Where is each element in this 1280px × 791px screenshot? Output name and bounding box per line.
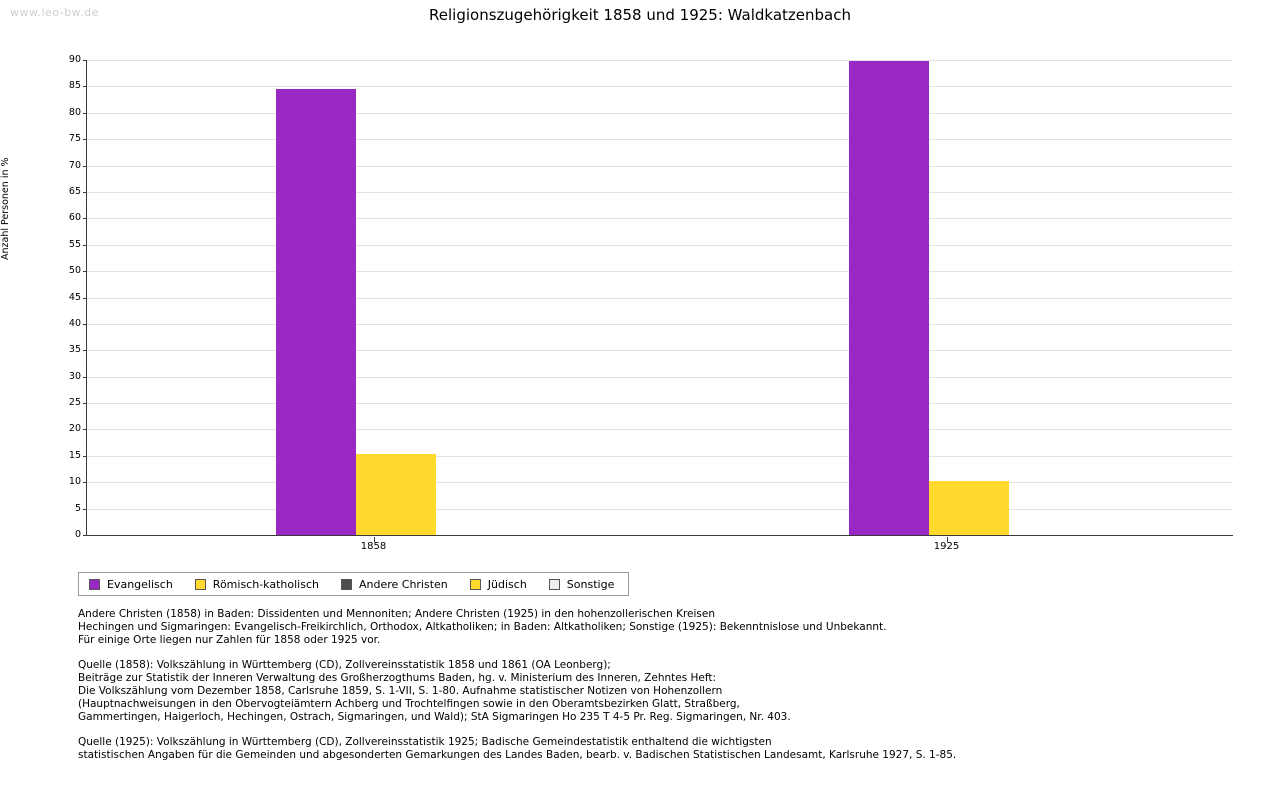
y-tick-mark	[83, 535, 87, 536]
gridline	[87, 350, 1233, 351]
legend-item-evangelisch	[89, 578, 173, 591]
y-tick-label: 55	[68, 238, 81, 250]
gridline	[87, 377, 1233, 378]
y-tick-mark	[83, 245, 87, 246]
y-tick-label: 70	[68, 159, 81, 171]
y-tick-label: 5	[74, 502, 81, 514]
bar-1858-evangelisch	[276, 89, 356, 536]
site-watermark: www.leo-bw.de	[10, 6, 99, 19]
y-tick-label: 65	[68, 185, 81, 197]
gridline	[87, 86, 1233, 87]
y-tick-mark	[83, 350, 87, 351]
y-tick-label: 90	[68, 54, 81, 65]
legend-swatch	[341, 579, 352, 590]
legend-swatch	[549, 579, 560, 590]
y-tick-mark	[83, 192, 87, 193]
legend-swatch	[195, 579, 206, 590]
gridline	[87, 482, 1233, 483]
y-tick-mark	[83, 482, 87, 483]
chart-title: Religionszugehörigkeit 1858 und 1925: Waldkatzenbach	[429, 6, 851, 24]
y-tick-mark	[83, 456, 87, 457]
gridline	[87, 403, 1233, 404]
y-tick-label: 25	[68, 397, 81, 409]
gridline	[87, 192, 1233, 193]
y-tick-label: 60	[68, 212, 81, 224]
legend-label: Römisch-katholisch	[212, 577, 319, 591]
gridline	[87, 509, 1233, 510]
legend-label: Jüdisch	[487, 577, 527, 591]
legend-label: Andere Christen	[358, 577, 448, 591]
y-tick-label: 80	[68, 106, 81, 118]
x-tick-label: 1858	[360, 541, 387, 552]
gridline	[87, 60, 1233, 61]
y-tick-mark	[83, 60, 87, 61]
y-tick-label: 75	[68, 133, 81, 145]
gridline	[87, 429, 1233, 430]
y-tick-mark	[83, 166, 87, 167]
y-tick-label: 30	[68, 370, 81, 382]
gridline	[87, 298, 1233, 299]
note-paragraph: Andere Christen (1858) in Baden: Dissidenten und Mennoniten; Andere Christen (1925) in den hohenzollerischen Kreisen Hechingen und Sigmaringen: Evangelisch-Freikirchlich, Orthodox, Altkatholiken; in Baden: Altkatholiken; Sonstige (1925): Bekenntnislose und Unbekannt. Für einige Orte liegen nur Zahlen für 1858 oder 1925 vor.	[78, 608, 887, 647]
gridline	[87, 166, 1233, 167]
gridline	[87, 324, 1233, 325]
y-tick-label: 40	[68, 317, 81, 329]
y-tick-mark	[83, 298, 87, 299]
legend-label: Sonstige	[566, 577, 615, 591]
note-paragraph: Quelle (1925): Volkszählung in Württemberg (CD), Zollvereinsstatistik 1925; Badische Gemeindestatistik enthaltend die wichtigsten statistischen Angaben für die Gemeinden und abgesonderten Gemarkungen des Landes Baden, bearb. v. Badischen Statistischen Landesamt, Karlsruhe 1927, S. 1-85.	[78, 735, 957, 761]
y-tick-label: 35	[68, 344, 81, 356]
bar-1925-evangelisch	[849, 61, 929, 535]
legend-label: Evangelisch	[107, 577, 173, 591]
legend-item-andere-christen	[341, 578, 448, 591]
gridline	[87, 218, 1233, 219]
x-tick-label: 1925	[933, 541, 960, 552]
bar-1925-r-misch-katholisch	[929, 481, 1009, 535]
y-tick-label: 10	[68, 476, 81, 488]
bar-1858-r-misch-katholisch	[356, 454, 436, 535]
y-tick-label: 15	[68, 449, 81, 461]
y-tick-mark	[83, 113, 87, 114]
gridline	[87, 271, 1233, 272]
legend-item-j-disch	[470, 578, 527, 591]
note-paragraph: Quelle (1858): Volkszählung in Württemberg (CD), Zollvereinsstatistik 1858 und 1861 (OA Leonberg); Beiträge zur Statistik der Inneren Verwaltung des Großherzogthums Baden, hg. v. Ministerium des Inneren, Zehntes Heft: Die Volkszählung vom Dezember 1858, Carlsruhe 1859, S. 1-VII, S. 1-80. Aufnahme statistischer Notizen von Hohenzollern (Hauptnachweisungen in den Obervogteiämtern Achberg und Trochtelfingen sowie in den Oberamtsbezirken Glatt, Straßberg, Gammertingen, Haigerloch, Hechingen, Ostrach, Sigmaringen, und Wald); StA Sigmaringen Ho 235 T 4-5 Pr. Reg. Sigmaringen, Nr. 403.	[78, 658, 791, 724]
gridline	[87, 245, 1233, 246]
y-tick-label: 0	[74, 529, 81, 540]
legend-item-sonstige	[549, 578, 615, 591]
legend-item-r-misch-katholisch	[195, 578, 319, 591]
gridline	[87, 139, 1233, 140]
y-tick-label: 85	[68, 80, 81, 92]
chart-legend	[78, 572, 629, 596]
y-tick-mark	[83, 271, 87, 272]
y-tick-label: 50	[68, 265, 81, 277]
y-axis-label: Anzahl Personen in %	[0, 157, 11, 260]
y-tick-label: 45	[68, 291, 81, 303]
y-tick-mark	[83, 86, 87, 87]
y-tick-mark	[83, 377, 87, 378]
y-tick-mark	[83, 403, 87, 404]
y-tick-mark	[83, 218, 87, 219]
y-tick-mark	[83, 139, 87, 140]
chart-notes	[78, 608, 1228, 762]
y-tick-mark	[83, 509, 87, 510]
y-tick-mark	[83, 324, 87, 325]
legend-swatch	[89, 579, 100, 590]
gridline	[87, 113, 1233, 114]
plot-area	[68, 54, 1233, 552]
legend-swatch	[470, 579, 481, 590]
y-tick-mark	[83, 429, 87, 430]
y-tick-label: 20	[68, 423, 81, 435]
gridline	[87, 456, 1233, 457]
